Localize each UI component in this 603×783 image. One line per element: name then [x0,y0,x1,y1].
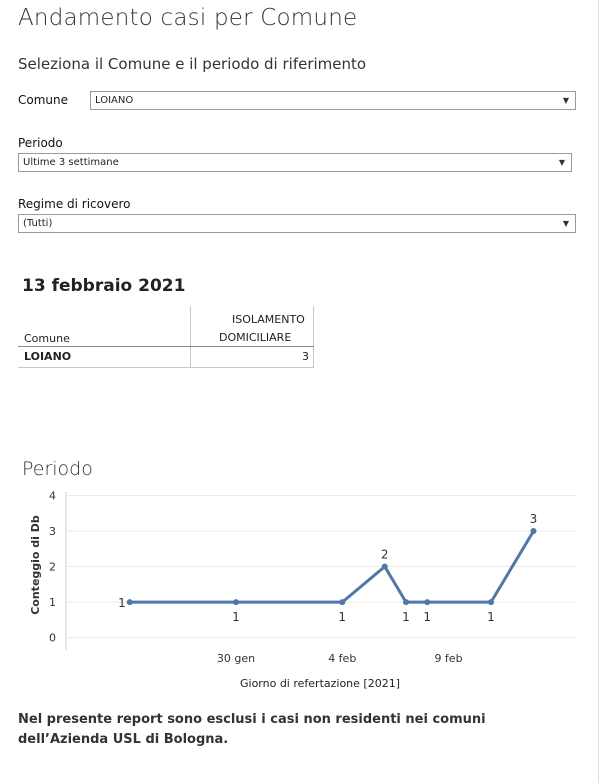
page-title: Andamento casi per Comune [18,5,358,31]
data-label: 1 [338,610,347,625]
y-axis-label: Conteggio di Db [29,515,42,615]
regime-select-value: (Tutti) [23,218,53,229]
periodo-dropdown-arrow-icon[interactable]: ▼ [558,158,565,167]
x-tick-label: 30 gen [216,652,256,665]
summary-date: 13 febbraio 2021 [22,276,186,296]
data-point [233,599,239,605]
data-point [382,564,388,570]
table-header-domiciliare: DOMICILIARE [219,331,292,344]
data-point [531,528,537,534]
comune-select-value: LOIANO [95,95,134,106]
report-footnote: Nel presente report sono esclusi i casi non residenti nei comuni dell’Azienda USL di Bologna. [18,712,486,747]
data-point [127,599,133,605]
data-labels [118,512,537,624]
comune-select[interactable] [90,91,576,110]
y-tick-label: 3 [49,525,56,539]
periodo-select[interactable] [18,153,572,172]
table-row-comune: LOIANO [24,350,72,363]
periodo-select-value: Ultime 3 settimane [23,157,119,168]
line-chart [0,488,598,698]
data-label: 2 [380,547,389,562]
data-point [424,599,430,605]
table-bottom-border [18,367,314,368]
x-tick-labels [217,652,463,665]
x-tick-label: 4 feb [328,652,357,665]
x-tick-label: 9 feb [434,652,463,665]
page-subtitle: Seleziona il Comune e il periodo di riferimento [18,55,367,73]
y-tick-label: 4 [49,489,56,503]
x-axis-label: Giorno di refertazione [2021] [239,677,401,690]
data-point [339,599,345,605]
periodo-filter-label: Periodo [18,136,63,150]
y-tick-label: 0 [49,631,56,645]
table-column-divider [190,306,191,368]
data-label: 1 [423,610,432,625]
chart-section-title: Periodo [22,458,93,480]
data-label: 1 [487,610,495,625]
y-tick-labels [49,490,56,645]
table-header-isolamento: ISOLAMENTO [232,313,305,326]
data-label: 3 [529,512,538,527]
table-header-divider [18,346,314,347]
data-point [488,599,494,605]
table-header-comune: Comune [24,332,70,345]
table-right-border [313,306,314,368]
data-label: 1 [118,596,126,611]
regime-select[interactable] [18,214,576,233]
grid-lines [66,492,576,650]
regime-dropdown-arrow-icon[interactable]: ▼ [562,219,569,228]
regime-filter-label: Regime di ricovero [18,197,131,211]
comune-filter-label: Comune [18,93,69,107]
page-right-border [598,0,599,783]
comune-dropdown-arrow-icon[interactable]: ▼ [562,96,569,105]
data-label: 1 [402,610,410,625]
table-row-value: 3 [302,350,309,363]
y-tick-label: 2 [49,560,56,574]
data-point [403,599,409,605]
y-tick-label: 1 [49,596,56,610]
data-label: 1 [232,610,240,625]
